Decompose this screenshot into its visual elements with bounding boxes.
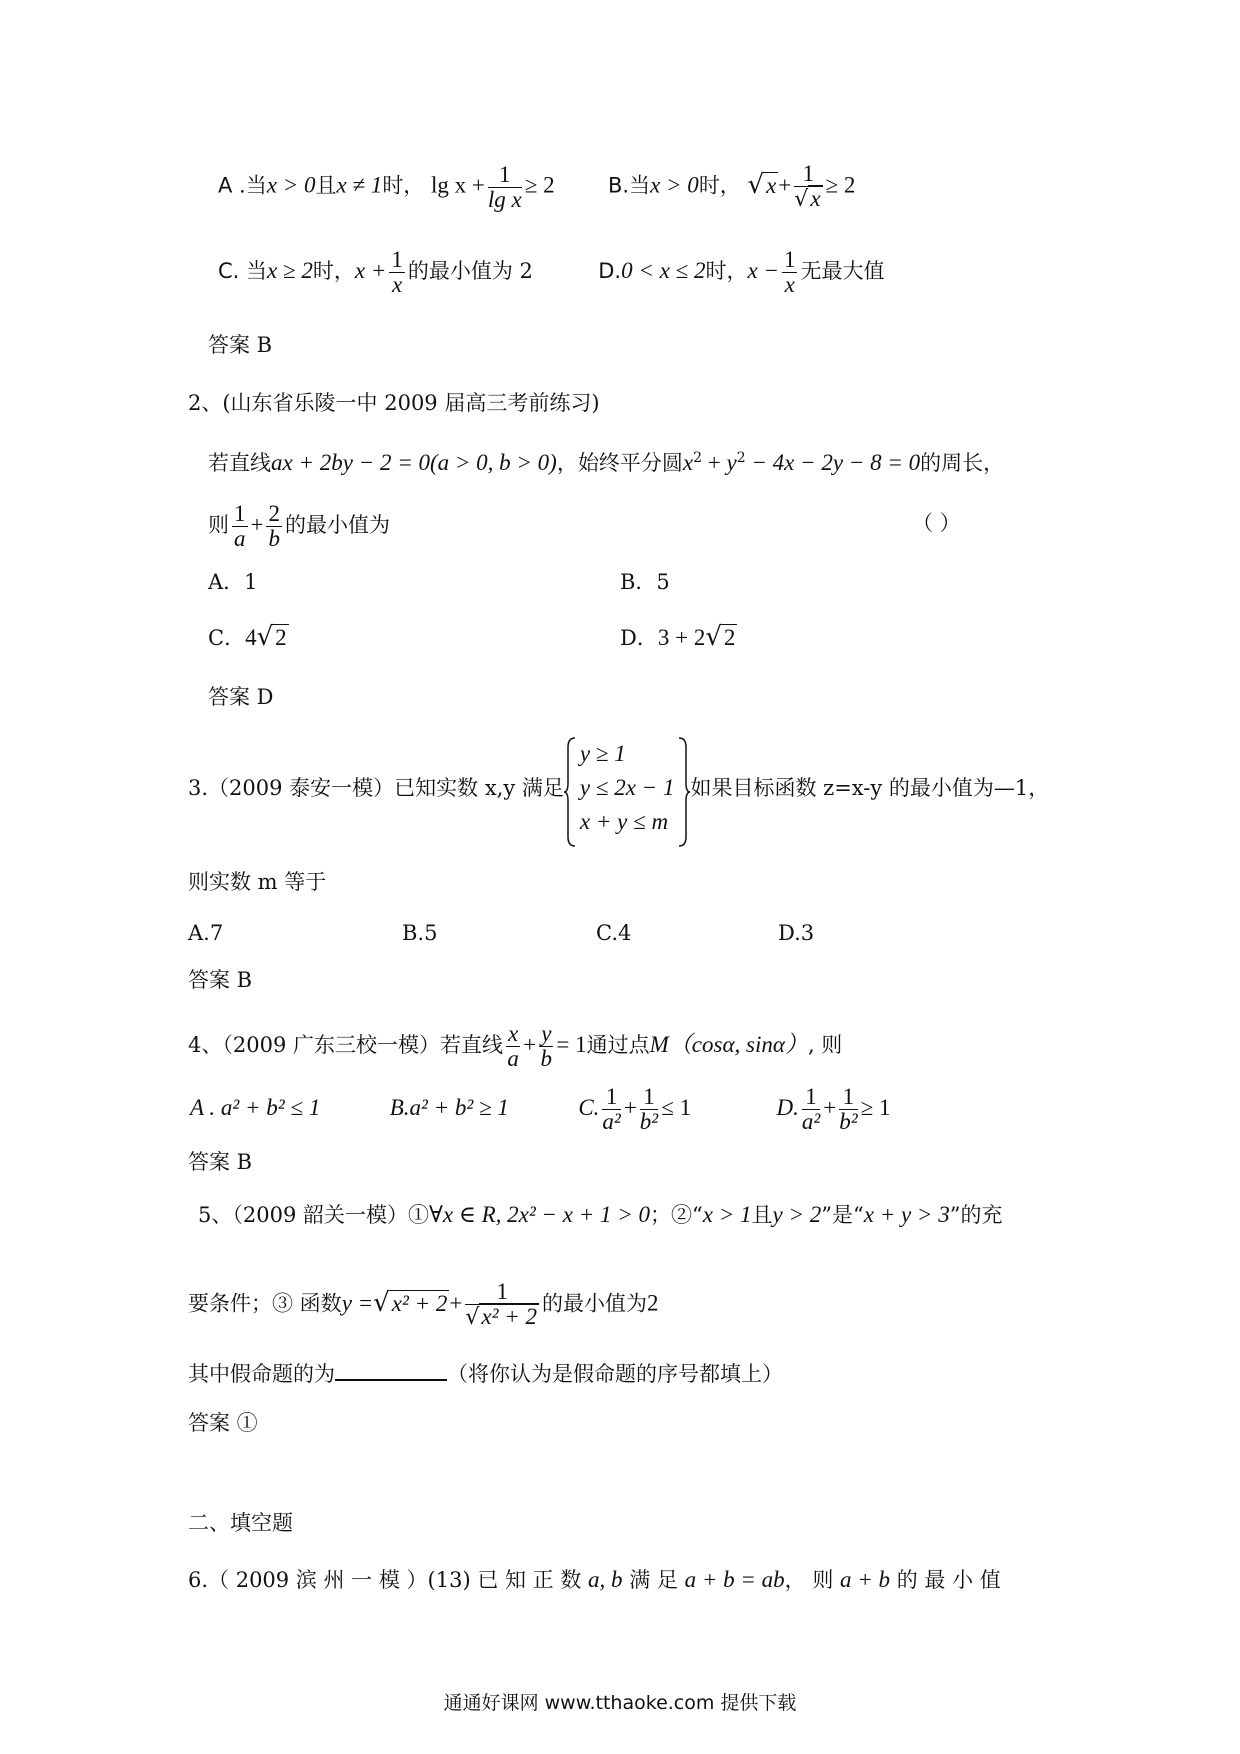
q6-line1: 6.（ 2009 滨 州 一 模 ）(13) 已 知 正 数 a, b 满 足 a + b = ab， 则 a + b 的 最 小 值 bbox=[188, 1567, 1001, 1592]
q3-line2: 则实数 m 等于 bbox=[188, 870, 327, 894]
q2-optC-sqrt: √2 bbox=[256, 622, 287, 652]
q5-fraction: $\frac{1}{\text{√x² + 2}}$ bbox=[465, 1279, 538, 1330]
right-brace-icon bbox=[678, 737, 690, 847]
q1-optB-fraction: $\frac{1}{√x}$ bbox=[794, 161, 821, 212]
q1-options-ab: A .当x > 0且x ≠ 1时， lg x + $\frac{1}{\text{lg x}}$ ≥ 2 B.当x > 0时， √x+ $\frac{1}{√x}$ ≥ 2 bbox=[218, 161, 856, 212]
q4-options bbox=[190, 1085, 891, 1134]
q3-optC: C.4 bbox=[596, 921, 632, 945]
q5-answer-blank[interactable] bbox=[335, 1357, 447, 1381]
q2-optA: A．1 bbox=[208, 570, 258, 594]
q5-line2: 要条件；③ 函数y =√x² + 2+ $\frac{1}{\text{√x² + 2}}$ 的最小值为2 bbox=[188, 1279, 659, 1330]
q3-optD: D.3 bbox=[778, 921, 815, 945]
q2-optC: C．4√2 bbox=[208, 622, 287, 652]
q2-line1: 若直线ax + 2by − 2 = 0(a > 0, b > 0)，始终平分圆$x^2 + y^2 - 4x - 2y - 8 = 0$的周长， bbox=[208, 450, 1005, 475]
q1-answer: 答案 B bbox=[208, 333, 273, 357]
q2-answer-paren: （ ） bbox=[912, 511, 961, 535]
q4-optB: B.a² + b² ≥ 1 bbox=[389, 1095, 509, 1120]
q2-header: 2、(山东省乐陵一中 2009 届高三考前练习) bbox=[188, 391, 600, 415]
q4-optA: A . a² + b² ≤ 1 bbox=[190, 1095, 321, 1120]
q5-sqrt: √x² + 2 bbox=[373, 1287, 448, 1318]
q5-answer: 答案 ① bbox=[188, 1411, 258, 1435]
q4-fraction-2: $\frac{y}{b}$ bbox=[540, 1021, 553, 1071]
q4-optC: C. $\frac{1}{\text{a²}}$ + $\frac{1}{\text{b²}}$ ≤ 1 bbox=[578, 1084, 692, 1134]
q2-line2: 则 $\frac{1}{a}$ + $\frac{2}{b}$ 的最小值为 bbox=[208, 501, 390, 551]
q5-line3: 其中假命题的为 （将你认为是假命题的序号都填上） bbox=[188, 1357, 783, 1389]
q3-line1: 3.（2009 泰安一模）已知实数 x,y 满足 y ≥ 1 y ≤ 2x − 1 x + y ≤ m 如果目标函数 z=x-y 的最小值为—1， bbox=[188, 737, 1049, 839]
q4-line1: 4、（2009 广东三校一模）若直线 $\frac{x}{a}$ + $\frac{y}{b}$ = 1通过点M（cosα, sinα）, 则 bbox=[188, 1021, 843, 1071]
q3-optA: A.7 bbox=[188, 921, 224, 945]
q1-optB-label: B.当 bbox=[607, 173, 651, 198]
q1-optB-sqrt: √x bbox=[747, 169, 777, 200]
q3-optB: B.5 bbox=[402, 921, 438, 945]
q2-fraction-1: $\frac{1}{a}$ bbox=[234, 501, 246, 551]
q2-fraction-2: $\frac{2}{b}$ bbox=[268, 501, 280, 551]
q4-fraction-1: $\frac{x}{a}$ bbox=[507, 1021, 519, 1071]
q3-inequality-system: y ≥ 1 y ≤ 2x − 1 x + y ≤ m bbox=[564, 737, 691, 839]
q2-optB: B．5 bbox=[620, 570, 670, 594]
q1-options-cd: C. 当x ≥ 2时，x + $\frac{1}{x}$ 的最小值为 2 D.0 < x ≤ 2时，x − $\frac{1}{x}$ 无最大值 bbox=[218, 247, 885, 297]
q4-answer: 答案 B bbox=[188, 1150, 253, 1174]
left-brace-icon bbox=[564, 737, 576, 847]
q1-optA-fraction: $\frac{1}{\text{lg x}}$ bbox=[487, 161, 522, 212]
page-footer: 通通好课网 www.tthaoke.com 提供下载 bbox=[443, 1692, 797, 1714]
q4-optD: D. $\frac{1}{\text{a²}}$ + $\frac{1}{\text{b²}}$ ≥ 1 bbox=[776, 1084, 891, 1134]
q1-optC-fraction: $\frac{1}{x}$ bbox=[391, 247, 403, 297]
q2-optD-sqrt: √2 bbox=[705, 622, 736, 652]
q1-optA-label: A bbox=[218, 173, 233, 198]
q3-answer: 答案 B bbox=[188, 968, 253, 992]
q1-optD-fraction: $\frac{1}{x}$ bbox=[783, 247, 796, 297]
q2-answer: 答案 D bbox=[208, 685, 274, 709]
q2-optD: D．3 + 2√2 bbox=[620, 622, 736, 652]
q5-line1: 5、（2009 韶关一模）①∀x ∈ R, 2x² − x + 1 > 0；②“x > 1且y > 2”是“x + y > 3”的充 bbox=[198, 1202, 1003, 1227]
section-title-fill-blank: 二、填空题 bbox=[188, 1511, 293, 1535]
